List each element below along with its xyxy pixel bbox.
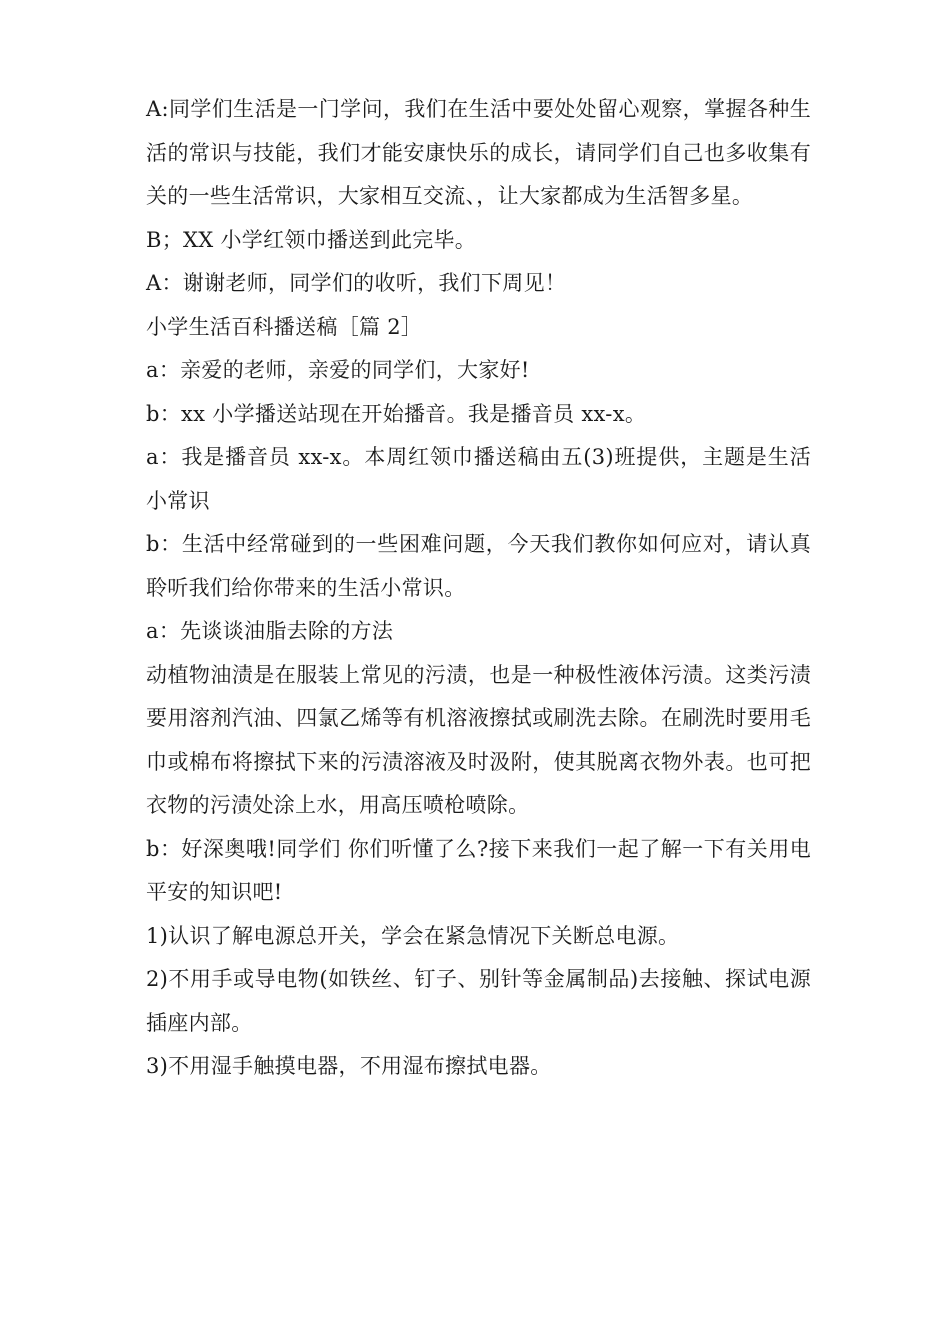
list-item-safety-3: 3)不用湿手触摸电器，不用湿布擦拭电器。 <box>146 1054 552 1078</box>
document-body <box>146 88 811 1089</box>
paragraph-electricity-intro: b：好深奥哦!同学们 你们听懂了么?接下来我们一起了解一下有关用电平安的知识吧! <box>146 836 811 904</box>
paragraph-grease-removal-intro: a：先谈谈油脂去除的方法 <box>146 619 394 643</box>
paragraph-broadcast-end: B；XX 小学红领巾播送到此完毕。 <box>146 227 477 252</box>
paragraph-grease-removal-method: 动植物油渍是在服装上常见的污渍，也是一种极性液体污渍。这类污渍要用溶剂汽油、四氯乙烯等有机溶液擦拭或刷洗去除。在刷洗时要用毛巾或棉布将擦拭下来的污渍溶液及时汲附，使其脱离衣物外表。也可把衣物的污渍处涂上水，用高压喷枪喷除。 <box>146 662 811 817</box>
paragraph-closing-remarks: A:同学们生活是一门学问，我们在生活中要处处留心观察，掌握各种生活的常识与技能，我们才能安康快乐的成长，请同学们自己也多收集有关的一些生活常识，大家相互交流、，让大家都成为生活智多星。 <box>146 97 811 208</box>
paragraph-life-problems: b：生活中经常碰到的一些困难问题，今天我们教你如何应对，请认真聆听我们给你带来的生活小常识。 <box>146 532 811 600</box>
list-item-safety-1: 1)认识了解电源总开关，学会在紧急情况下关断总电源。 <box>146 923 680 948</box>
section-heading: 小学生活百科播送稿［篇 2］ <box>146 314 423 339</box>
paragraph-broadcast-start: b：xx 小学播送站现在开始播音。我是播音员 xx-x。 <box>146 401 647 426</box>
paragraph-topic-intro: a：我是播音员 xx-x。本周红领巾播送稿由五(3)班提供，主题是生活小常识 <box>146 445 811 513</box>
list-item-safety-2: 2)不用手或导电物(如铁丝、钉子、别针等金属制品)去接触、探试电源插座内部。 <box>146 967 811 1035</box>
paragraph-farewell: A：谢谢老师，同学们的收听，我们下周见！ <box>146 271 567 295</box>
paragraph-greeting: a：亲爱的老师，亲爱的同学们，大家好! <box>146 358 530 382</box>
